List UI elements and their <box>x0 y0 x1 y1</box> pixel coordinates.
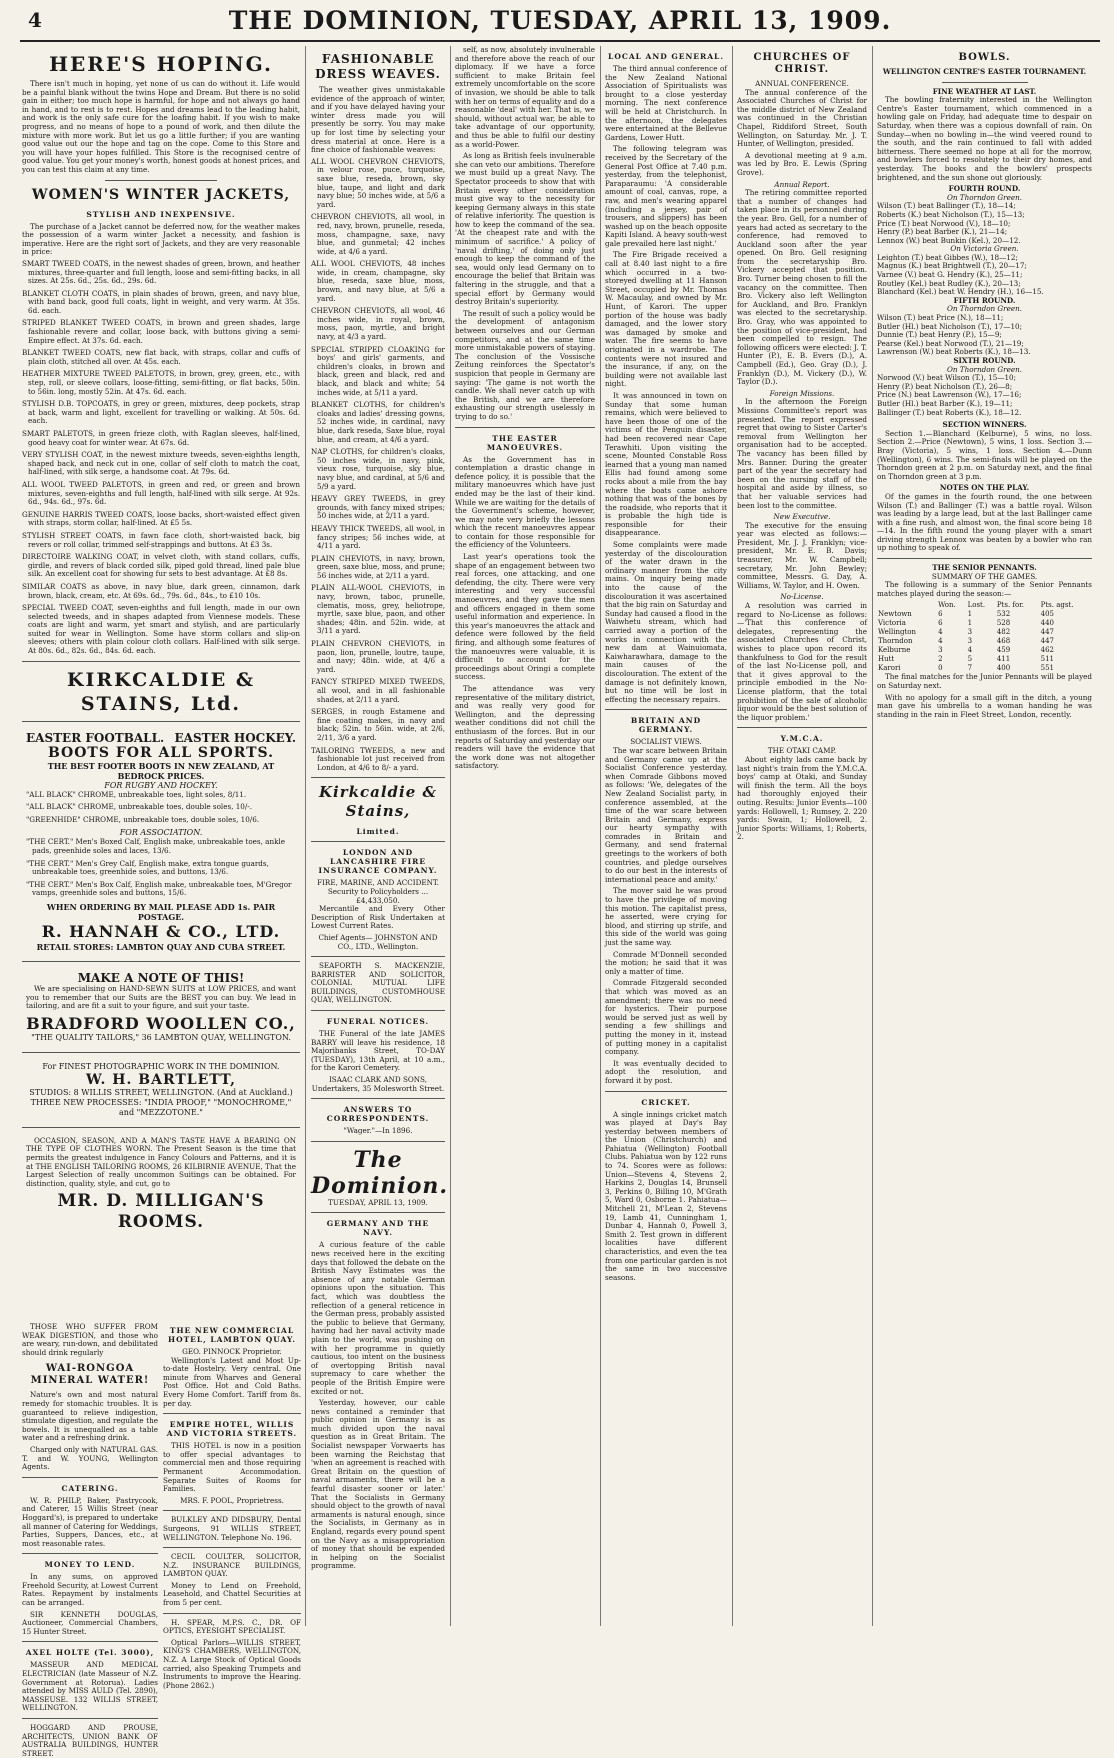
divider <box>605 709 727 710</box>
divider <box>22 661 300 662</box>
round-green: On Thorndon Green. <box>946 304 1023 314</box>
coulter-text: Money to Lend on Freehold, Leasehold, and Chattel Securities at from 5 per cent. <box>163 1580 301 1608</box>
table-cell: Victoria <box>878 619 906 628</box>
fashion-list <box>311 158 445 773</box>
easter-manoeuvres-heading: THE EASTER MANOEUVRES. <box>486 433 564 452</box>
wai-charged: Charged only with NATURAL GAS. T. and W. YOUNG, Wellington Agents. <box>22 1444 158 1472</box>
divider <box>22 1127 300 1128</box>
bartlett-address: STUDIOS: 8 WILLIS STREET, WELLINGTON. (And at Auckland.) <box>29 1087 293 1097</box>
divider <box>163 1510 301 1511</box>
table-cell: 4 <box>967 646 973 655</box>
fashion-item: TAILORING TWEEDS, a new and fashionable lot just received from London, at 4/6 to 8/- a yard. <box>311 745 445 772</box>
bradford-name: BRADFORD WOOLLEN CO., <box>26 1013 296 1033</box>
catering-text: W. R. PHILP, Baker, Pastrycook, and Caterer, 15 Willis Street (near Hoggard's), is prepared to undertake all manner of Catering for Weddings, Parties, Suppers, Dances, etc., at most reasonable rates. <box>22 1495 159 1548</box>
local-paragraph: The following telegram was received by the Secretary of the General Post Office at 7.40 p.m. yesterday, from the telephonist, Paraparaumu: 'A considerable amount of coal, canvas, rope, a raw, and men's wearing apparel (including a jersey, pair of trousers, and slippers) has been washed up on the beach opposite Kapiti Island. A heavy south-west gale prevailed here last night.' <box>605 144 727 248</box>
divider <box>605 1091 727 1092</box>
hannah-name: R. HANNAH & CO., LTD. <box>41 922 281 941</box>
round-block <box>877 185 1092 245</box>
column-6 <box>737 46 867 1626</box>
local-paragraph: The third annual conference of the New Zealand National Association of Spiritualists was brought to a close yesterday morning. The next conference will be held at Christchurch. In the afternoon, the delegates were entertained at the Bellevue Gardens, Lower Hutt. <box>605 64 727 142</box>
answers-text: "Wager."—In 1896. <box>343 1126 413 1136</box>
boot-item: "THE CERT." Men's Box Calf, English make, unbreakable toes, M'Gregor vamps, greenhide soles and buttons, 15/6. <box>26 879 292 898</box>
table-cell: 6 <box>938 610 943 619</box>
commercial-hotel-ad <box>163 1326 301 1408</box>
easter-paragraph: Last year's operations took the shape of an engagement between two real forces, one attacking, and one defending, the city. There were very interesting and very successful manoeuvres, and they gave the men and officers engaged in them some useful information and experience. In this year's manoeuvres the attack and defence were followed by the field firing, and although some features of the manoeuvres were valuable, it is difficult to account for the proceedings about Oringi a complete success. <box>455 552 595 682</box>
fashion-item: FANCY STRIPED MIXED TWEEDS, all wool, and in all fashionable shades, at 2/11 a yard. <box>311 677 445 704</box>
kirkcaldie-logo: Kirkcaldie & Stains, <box>318 783 438 821</box>
table-cell: 4 <box>938 637 943 646</box>
table-cell: 462 <box>1040 646 1055 655</box>
jacket-item: HEATHER MIXTURE TWEED PALETOTS, in brown, grey, green, etc., with step, roll, or sleeve collars, loose-fitting, semi-fitting, or flat backs, 50in. to 56in. long, mostly 52in. At 47s. 6d. each. <box>22 369 300 396</box>
britain-paragraph: Comrade M'Donnell seconded the motion; he said that it was only a matter of time. <box>605 949 727 976</box>
milligan-ad <box>22 1133 300 1238</box>
divider <box>311 956 445 957</box>
fashion-item: PLAIN CHEVIOTS, in navy, brown, green, saxe blue, moss, and prune; 56 inches wide, at 2/11 a yard. <box>311 553 445 580</box>
table-cell: 400 <box>996 664 1011 673</box>
column-1-lower-ads-right <box>163 1320 301 1690</box>
section-winners-heading: SECTION WINNERS. <box>942 420 1027 430</box>
round-title: FOURTH ROUND. <box>948 184 1021 194</box>
ymca-heading: Y.M.C.A. <box>780 734 824 744</box>
round-title: FIFTH ROUND. <box>953 295 1016 305</box>
round-result: Lennox (W.) beat Bunkin (Kel.), 20—12. <box>877 235 1021 245</box>
table-header-cell: Pts. agst. <box>1040 601 1074 610</box>
senior-pennants-heading: THE SENIOR PENNANTS. <box>932 563 1037 573</box>
coulter-name: CECIL COULTER, SOLICITOR, N.Z. INSURANCE BUILDINGS, LAMBTON QUAY. <box>163 1552 301 1579</box>
insurance-name: LONDON AND LANCASHIRE FIRE INSURANCE COMPANY. <box>318 848 438 876</box>
column-1-lower-ads <box>22 1320 159 1758</box>
table-row <box>877 637 1092 646</box>
boots-association: FOR ASSOCIATION. <box>119 828 203 838</box>
kirkcaldie-banner: KIRKCALDIE & STAINS, Ltd. <box>66 668 256 715</box>
money-name: SIR KENNETH DOUGLAS, Auctioneer, Commercial Chambers, 15 Hunter Street. <box>22 1609 158 1636</box>
divider <box>877 558 1092 559</box>
new-executive-text: The executive for the ensuing year was elected as follows:—President, Mr. J. J. Franklyn; vice-president, Mr. E. B. Davis; treasurer, Mr. W. Campbell; secretary, Mr. John Bewley; committee, Messrs. G. Day, A. Williams, W. Taylor, and H. Owen. <box>737 520 867 590</box>
divider <box>455 427 595 428</box>
divider <box>22 1641 158 1642</box>
mackenzie-text: SEAFORTH S. MACKENZIE, BARRISTER AND SOLICITOR, COLONIAL MUTUAL LIFE BUILDINGS, CUSTOMHOUSE QUAY, WELLINGTON. <box>311 961 445 1005</box>
boots-ad <box>22 727 300 956</box>
commercial-text: Wellington's Latest and Most Up-to-date Hostelry. Very central. One minute from Wharves and General Post Office. Hot and Cold Baths. Every Home Comfort. Tariff from 8s. per day. <box>163 1355 301 1408</box>
table-row <box>877 619 1092 628</box>
spear-text: Optical Parlors—WILLIS STREET, KING'S CHAMBERS, WELLINGTON, N.Z. A Large Stock of Optical Goods carried, also Speaking Trumpets and Instruments to improve the Hearing. (Phone 2862.) <box>163 1637 301 1690</box>
insurance-text: Mercantile and Every Other Description of Risk Undertaken at Lowest Current Rates. <box>311 904 445 931</box>
jacket-item: SIMILAR COATS as above, in navy blue, dark green, cinnamon, dark brown, black, cream, etc. At 69s. 6d., 79s. 6d., 84s., to £10 10s. <box>22 581 300 600</box>
table-cell: 6 <box>938 619 943 628</box>
section-winners-text: Section 1.—Blanchard (Kelburne), 5 wins, no loss. Section 2.—Price (Newtown), 5 wins, 1 loss. Section 3.—Bray (Victoria), 5 wins, 1 loss. Section 4.—Dunn (Wellington), 6 wins. The semi-finals will be played on the Thorndon green at 2 p.m. on Saturday next, and the final on Thorndon green at 3 p.m. <box>877 428 1092 481</box>
insurance-sub: FIRE, MARINE, AND ACCIDENT. <box>317 878 439 888</box>
table-row <box>877 628 1092 637</box>
bowls-subheading: WELLINGTON CENTRE'S EASTER TOURNAMENT. <box>882 67 1087 76</box>
column-5 <box>605 46 727 1626</box>
easter-paragraph: As the Government has in contemplation a drastic change in defence policy, it is possible that the military manoeuvres which have just ended may be the last of their kind. While we are waiting for the details of the Government's scheme, however, we may note very briefly the lessons which the recent manoeuvres appear to contain for those responsible for the efficiency of the Volunteers. <box>455 454 595 550</box>
divider <box>105 180 216 181</box>
divider <box>311 777 445 778</box>
commercial-proprietor: GEO. PINNOCK Proprietor. <box>182 1347 282 1356</box>
bartlett-ad <box>22 1058 300 1122</box>
masseur-ad <box>22 1648 158 1713</box>
fashion-item: PLAIN CHEVRON CHEVIOTS, in paon, lion, prunelle, loutre, taupe, and navy; 48in. wide, at 4/6 a yard. <box>311 639 445 674</box>
divider <box>311 1010 445 1011</box>
divider <box>942 82 1028 83</box>
jacket-item: SPECIAL TWEED COAT, seven-eighths and full length, made in our own selected tweeds, and in shapes adapted from Viennese models. These coats are light and warm, yet smart and stylish, and are particularly suited for wear in Wellington. Some have storm collars and slip-on sleeves; others with plain colour cloth collars. Half-lined with silk serge. At 80s. 6d., 82s. 6d., 84s. 6d. each. <box>22 603 300 656</box>
divider <box>737 727 867 728</box>
masseur-text: MASSEUR AND MEDICAL ELECTRICIAN (late Masseur of N.Z. Government at Rotorua). Ladies attended by MISS AULD (Tel. 2890), MASSEUSE. 132 WILLIS STREET, WELLINGTON. <box>22 1660 158 1713</box>
round-result: Ballinger (T.) beat Roberts (K.), 18—12. <box>877 407 1022 417</box>
jacket-item: GENUINE HARRIS TWEED COATS, loose backs, short-waisted effect given with straps, storm collar, half-lined. At £5 5s. <box>22 509 300 528</box>
bulkley-text: BULKLEY AND DIDSBURY, Dental Surgeons, 91 WILLIS STREET, WELLINGTON. Telephone No. 196. <box>163 1515 301 1542</box>
jackets-intro: The purchase of a Jacket cannot be deferred now, for the weather makes the possession of a warm winter Jacket a necessity, and fashion is imperative. Here are the right sort of Jackets, and they are very reasonable in price: <box>22 221 300 257</box>
table-cell: 2 <box>938 655 943 664</box>
column-1 <box>22 46 300 1316</box>
round-result: Norwood (V.) beat Wilson (T.), 15—10; <box>877 373 1017 383</box>
germany-heading: GERMANY AND THE NAVY. <box>326 1219 430 1238</box>
britain-paragraph: The war scare between Britain and Germany came up at the Socialist Conference yesterday, when Comrade Gibbons moved as follows: 'We, delegates of the New Zealand Socialist party, in conference assembled, at the time of the war scare between Britain and Germany, express our hearty sympathy with comrades in Britain and Germany, and send fraternal greetings to the workers of both countries, and pledge ourselves to do our best in the interests of international peace and amity.' <box>605 745 727 884</box>
wai-rongoa-ad <box>22 1323 158 1472</box>
table-header-cell <box>877 601 937 610</box>
germany-paragraph: A curious feature of the cable news received here in the exciting days that followed the debate on the British Navy Estimates was the absence of any notable German opinions upon the situation. This fact, which was doubtless the reflection of a general reticence in the German press, probably assisted the public to believe that Germany, having had her naval activity made plain to the world, was pushing on with her programme in quietly cautious, too intent on the business of overtopping British naval supremacy to care whether the people of the British Empire were excited or not. <box>311 1240 445 1396</box>
britain-paragraph: It was eventually decided to adopt the resolution, and forward it by post. <box>605 1058 727 1085</box>
otaki-heading: THE OTAKI CAMP. <box>767 746 837 756</box>
summary-heading: SUMMARY OF THE GAMES. <box>931 571 1038 581</box>
fashion-item: PLAIN ALL-WOOL CHEVIOTS, in navy, brown, taboc, prunelle, clematis, moss, grey, heliotrope, myrtle, saxe blue, paon, and other shades; 48in. and 52in. wide, at 3/11 a yard. <box>311 583 445 636</box>
final-text: With no apology for a small gift in the ditch, a young man gave his umbrella to a woman handing he was standing in the rain in Fleet Street, London, recently. <box>877 692 1092 719</box>
hoping-text: There isn't much in hoping, yet none of us can do without it. Life would be a painful blank without the twins Hope and Dream. But there is no solid gain in either; too much hope is harmful, for hope and not always go hand in hand, and to rest is to rest. Hopes and dreams lead to the leading habit, and work is the only safe cure for the loafing habit. If you wish to make progress, and no means of hope to a pound of work, and then dilute the mixture with more work. But let us go a little further; if you are wanting good value out our the hope and tag on the cope. Come to this Store and you will have your hopes fulfilled. This Store is the recognised centre of good value. You get your money's worth, honest goods at honest prices, and you can test this claim at any time. <box>22 79 300 174</box>
empire-hotel-ad <box>163 1420 301 1505</box>
table-cell: 447 <box>1040 628 1055 637</box>
editorial-paragraph: self, as now, absolutely invulnerable and therefore above the reach of our diplomacy. If we have a force sufficient to make Britain feel extremely uncomfortable on the score of invasion, we should be able to talk with her on terms of equality and do a reasonable 'deal' with her. That is, we should, without actual war, be able to take advantage of our opportunity, and thus be able to fulfil our destiny as a world-Power. <box>455 45 595 149</box>
paper-title: The Dominion. <box>311 1146 449 1199</box>
table-cell: Karori <box>878 664 901 673</box>
bartlett-name: W. H. BARTLETT, <box>86 1071 236 1088</box>
otaki-text: About eighty lads came back by last night's train from the Y.M.C.A. boys' camp at Otaki, and Sunday will finish the term. All the boys had thoroughly enjoyed their outing. Results: Junior Events—100 yards: Hollowell, 1; Rumsey, 2. 220 yards: Swain, 1; Hollowell, 2. Junior Sports: Williams, 1; Roberts, 2. <box>737 754 867 842</box>
divider <box>163 1613 301 1614</box>
divider <box>22 721 300 722</box>
table-cell: 511 <box>1040 655 1055 664</box>
annual-report-text: The retiring committee reported that a number of changes had taken place in its personnel during the year. Bro. Gell, for a number of years had acted as secretary to the conference, had removed to Auckland soon after the year opened. On Bro. Gell resigning from the secretaryship Bro. Vickery accepted that position. Bro. Turner being chosen to fill the vacancy on the committee. Then Bro. Vickery also left Wellington for Auckland, and Bro. Franklyn was elected to the secretaryship. Bro. Gray, who was appointed to the position of vice-president, had been compelled to resign. The following officers were elected: J. T. Hunter (P.), E. B. Evers (D.), A. Campbell (Ed.), Geo. Gray (D.), J. Franklyn (D.), M. Vickery (D.), W. Taylor (D.). <box>737 188 867 387</box>
foreign-missions-text: In the afternoon the Foreign Missions Committee's report was presented. The report expressed regret that owing to Sister Carter's removal from Wellington her organisation had to be accepted. The vacancy has been filled by Mrs. Banner. During the greater part of the year the secretary had been on the nursing staff of the hospital and aside by illness, so that her valuable services had been lost to the committee. <box>737 397 867 510</box>
column-rule <box>450 46 451 1626</box>
fashion-item: SERGES, in rough Estamene and fine coating makes, in navy and black; 52in. to 56in. wide, at 2/6, 2/11, 3/6 a yard. <box>311 707 445 742</box>
table-cell: 440 <box>1040 619 1055 628</box>
round-result: Butler (Hl.) beat Barber (K.), 19—11; <box>877 398 1013 408</box>
heading-heres-hoping: HERE'S HOPING. <box>49 52 273 76</box>
round-block <box>877 245 1092 297</box>
page-number: 4 <box>28 8 42 32</box>
divider <box>311 1098 445 1099</box>
kirkcaldie-limited: Limited. <box>356 827 400 837</box>
heading-fashionable-weaves: FASHIONABLE DRESS WEAVES. <box>315 52 441 81</box>
divider <box>311 1141 445 1142</box>
milligan-intro: OCCASION, SEASON, AND A MAN'S TASTE HAVE A BEARING ON THE TYPE OF CLOTHES WORN. The Present Season is the time that permits the greatest indulgence in Fancy Colours and Patterns, and it is at THE ENGLISH TAILORING ROOMS, 26 KILBIRNIE AVENUE, That the Largest Selection of really uncommon Suitings can be obtained. For distinction, quality, style, and cut, go to <box>26 1135 296 1188</box>
photo-intro: For FINEST PHOTOGRAPHIC WORK IN THE DOMINION. <box>42 1061 280 1071</box>
column-7 <box>877 46 1092 1626</box>
bowls-heading: BOWLS. <box>958 52 1011 63</box>
jacket-item: DIRECTOIRE WALKING COAT, in velvet cloth, with stand collars, cuffs, girdle, and revers of black corded silk, piped gold thread, lined pale blue silk. An excellent coat for showing fur sets to best advantage. At £8 8s. <box>22 552 300 579</box>
round-result: Wilson (T.) beat Ballinger (T.), 18—14; <box>877 201 1016 211</box>
divider <box>22 1477 158 1478</box>
notes-text: Of the games in the fourth round, the one between Wilson (T.) and Ballinger (T.) was a battle royal. Wilson was leading by a large lead, but at the last Ballinger came with a fine rush, and almost won, the final score being 18—14. In the fifth round the young player with a smart driving strength Lennox was beaten by a bowler who ran up nothing to speak of. <box>877 491 1092 553</box>
catering-heading: CATERING. <box>61 1483 119 1493</box>
milligan-name: MR. D. MILLIGAN'S ROOMS. <box>57 1191 265 1233</box>
catering-ad <box>22 1484 158 1549</box>
britain-paragraph: Comrade Fitzgerald seconded that which was moved as an amendment; there was no need for hysterics. Their purpose would be served just as well by sending a few shillings and putting the money in it, instead of putting money in a capitalist company. <box>605 978 727 1057</box>
paper-date: TUESDAY, APRIL 13, 1909. <box>328 1197 428 1207</box>
churches-paragraph: A devotional meeting at 9 a.m. was led by Bro. E. Lewis (Spring Grove). <box>737 150 867 177</box>
spear-name: H. SPEAR, M.P.S. C., DR. OF OPTICS, EYESIGHT SPECIALIST. <box>163 1617 301 1636</box>
table-header-row <box>877 601 1092 610</box>
local-paragraph: Some complaints were made yesterday of the discolouration of the water drawn in the ordinary manner from the city mains. On inquiry being made into the cause of the discolouration it was ascertained that the big rain on Saturday and Sunday had caused a flood in the Waiwhetu stream, which had carried away a portion of the works in connection with the new dam at Wainuiomata, Kaiwharawhara, damage to the main causes of the discolouration. The extent of the damage is not definitely known, but no time will be lost in effecting the necessary repairs. <box>605 540 727 704</box>
table-cell: Thorndon <box>878 637 913 646</box>
editorial-paragraph: The result of such a policy would be the development of antagonism between ourselves and our German competitors, and at the same time more unmistakable powers of staying. The conclusion of the Vossische Zeitung reinforces the Spectator's suspicion that people in Germany are saying: 'The game is not worth the candle. We shall never catch up with the British, and we are therefore exhausting our strength uselessly in trying to do so.' <box>455 308 595 421</box>
table-cell: 0 <box>938 664 943 673</box>
column-rule <box>305 46 306 1626</box>
jacket-list <box>22 260 300 656</box>
jacket-item: SMART PALETOTS, in green frieze cloth, with Raglan sleeves, half-lined, good heavy coat for winter wear. At 67s. 6d. <box>22 429 300 447</box>
commercial-heading: THE NEW COMMERCIAL HOTEL, LAMBTON QUAY. <box>167 1326 296 1344</box>
jacket-item: SMART TWEED COATS, in the newest shades of green, brown, and heather mixtures, three-quarter and full length, loose and semi-fitting backs, in all sizes. At 25s. 6d., 25s. 6d., 29s. 6d. <box>22 258 300 286</box>
boot-item: "ALL BLACK" CHROME, unbreakable toes, double soles, 10/-. <box>26 802 253 812</box>
round-block <box>877 357 1092 417</box>
easter-football: EASTER FOOTBALL. <box>26 730 165 745</box>
round-result: Magnus (K.) beat Brightwell (T.), 20—17; <box>877 261 1027 271</box>
table-cell: 551 <box>1040 664 1055 673</box>
mail-order-note: WHEN ORDERING BY MAIL PLEASE ADD 1s. PAIR POSTAGE. <box>46 902 276 922</box>
churches-subheading: ANNUAL CONFERENCE. <box>755 79 849 88</box>
round-result: Varnee (V.) beat G. Hendry (K.), 25—11; <box>877 270 1023 280</box>
column-rule <box>732 46 733 1626</box>
local-paragraph: It was announced in town on Sunday that some human remains, which were believed to have been those of one of the victims of the Penguin disaster, had been recovered near Cape Terawhiti. Upon visiting the scene, Mounted Constable Ross learned that a young man named Ellis had found among some rocks about a mile from the bay where the boats came ashore nothing that was of the bones by the roadside, who reports that it is probable the high tide is responsible for their disappearance. <box>605 390 727 538</box>
table-cell: 4 <box>938 628 943 637</box>
table-cell: 405 <box>1040 610 1055 619</box>
wai-intro: THOSE WHO SUFFER FROM WEAK DIGESTION, and those who are weary, run-down, and debilitated should drink regularly <box>22 1322 158 1357</box>
column-3 <box>311 46 449 1626</box>
round-result: Dunnie (T.) beat Henry (P.), 15—9; <box>877 330 1002 340</box>
wai-name: WAI-RONGOA MINERAL WATER! <box>30 1363 150 1387</box>
round-result: Pearse (Kel.) beat Norwood (T.), 21—19; <box>877 338 1024 348</box>
empire-text: THIS HOTEL is now in a position to offer special advantages to commercial men and those requiring Permanent Accommodation. Separate Suites of Rooms for Families. <box>163 1441 301 1494</box>
table-cell: 411 <box>996 655 1011 664</box>
boots-subheading: THE BEST FOOTER BOOTS IN NEW ZEALAND, AT BEDROCK PRICES. <box>47 760 275 781</box>
easter-hockey: EASTER HOCKEY. <box>174 730 296 745</box>
boot-item: "THE CERT." Men's Grey Calf, English make, extra tongue guards, unbreakable toes, greenhide soles, and buttons, 13/6. <box>26 858 269 877</box>
table-header-cell: Won. <box>938 601 956 610</box>
round-green: On Victoria Green. <box>950 244 1019 254</box>
boots-rugby: FOR RUGBY AND HOCKEY. <box>104 780 218 790</box>
insurance-agents: Chief Agents— JOHNSTON AND CO., LTD., Wellington. <box>318 932 438 951</box>
table-cell: 459 <box>996 646 1011 655</box>
fashion-item: ALL WOOL CHEVRON CHEVIOTS, in velour rose, puce, turquoise, saxe blue, reseda, brown, sky blue, taupe, and light and dark navy blue; 50 inches wide, at 5/6 a yard. <box>311 156 445 209</box>
hannah-address: RETAIL STORES: LAMBTON QUAY AND CUBA STREET. <box>36 942 286 952</box>
divider <box>22 961 300 962</box>
boots-heading: BOOTS FOR ALL SPORTS. <box>47 744 275 761</box>
divider <box>311 841 445 842</box>
money-text: In any sums, on approved Freehold Security, at Lowest Current Rates. Repayment by instalments can be arranged. <box>22 1572 158 1608</box>
money-ad <box>22 1560 158 1636</box>
round-result: Price (N.) beat Lawrenson (W.), 17—16; <box>877 390 1022 400</box>
column-rule <box>600 46 601 1626</box>
no-license-heading: No-License. <box>780 592 824 602</box>
fashion-item: HEAVY GREY TWEEDS, in grey grounds, with fancy mixed stripes; 50 inches wide, at 2/11 a yard. <box>311 494 445 521</box>
table-cell: Hutt <box>878 655 895 664</box>
round-result: Henry (P.) beat Barber (K.), 21—14; <box>877 227 1008 237</box>
fine-weather-heading: FINE WEATHER AT LAST. <box>932 86 1037 96</box>
bartlett-processes: THREE NEW PROCESSES: "INDIA PROOF," "MONOCHROME," and "MEZZOTONE." <box>30 1097 292 1117</box>
funeral-undertakers: ISAAC CLARK AND SONS, Undertakers, 35 Molesworth Street. <box>311 1075 445 1093</box>
boot-item: "ALL BLACK" CHROME, unbreakable toes, light soles, 8/11. <box>26 789 247 799</box>
round-result: Price (T.) beat Norwood (V.), 18—10; <box>877 218 1011 228</box>
boot-item: "GREENHIDE" CHROME, unbreakable toes, double soles, 10/6. <box>26 814 260 824</box>
round-result: Blanchard (Kel.) beat W. Hendry (H.), 16—15. <box>877 287 1044 297</box>
round-result: Leighton (T.) beat Gibbes (W.), 18—12; <box>877 252 1018 262</box>
table-cell: 7 <box>967 664 973 673</box>
easter-paragraph: The attendance was very representative of the military district, and was really very good for Wellington, and the depressing weather conditions did not chill the enthusiasm of the forces. But in our reports of Saturday and yesterday our readers will have the evidence that the work done was not altogether satisfactory. <box>455 683 595 771</box>
new-executive-heading: New Executive. <box>773 512 831 522</box>
hoggard-text: HOGGARD AND PROUSE, ARCHITECTS, UNION BANK OF AUSTRALIA BUILDINGS, HUNTER STREET. <box>22 1723 158 1758</box>
britain-germany-heading: BRITAIN AND GERMANY. <box>630 716 702 735</box>
round-title: SIXTH ROUND. <box>953 356 1016 365</box>
cricket-text: A single innings cricket match was played at Day's Bay yesterday between members of the Union (Christchurch) and Pahiatua (Wellington) Football Clubs. Pahiatua won by 122 runs to 74. Scores were as follows: Union—Stevens 4, Stevens 2, Harkins 2, Douglas 14, Brunsell 3, Perkins 0, Billing 10, M'Grath 5, Ward 0, Osborne 1. Pahiatua—Mitchell 21, M'Lean 2, Stevens 19, Lamb 41, Cunningham 1, Dunbar 4, Hannah 0, Powell 3, Smith 2. Test grown in different localities have different characteristics, and even the tea from one particular garden is not the same in two successive seasons. <box>605 1109 727 1282</box>
table-cell: 3 <box>938 646 943 655</box>
divider <box>22 1052 300 1053</box>
divider <box>22 1718 158 1719</box>
round-green: On Thorndon Green. <box>946 192 1023 202</box>
cricket-heading: CRICKET. <box>641 1097 691 1107</box>
round-result: Henry (P.) beat Nicholson (T.), 26—8; <box>877 381 1013 391</box>
round-green: On Thorndon Green. <box>946 364 1023 374</box>
table-cell: 5 <box>967 655 973 664</box>
foreign-missions-heading: Foreign Missions. <box>769 388 835 398</box>
funeral-heading: FUNERAL NOTICES. <box>326 1017 430 1027</box>
round-result: Lawrenson (W.) beat Roberts (K.), 18—13. <box>877 347 1031 357</box>
churches-paragraph: The annual conference of the Associated Churches of Christ for the middle district of New Zealand was continued in the Christian Chapel, Riddiford Street, South Wellington, on Saturday. Mr. J. T. Hunter, of Wellington, presided. <box>737 87 867 149</box>
column-4 <box>455 46 595 1626</box>
insurance-security: Security to Policyholders ... £4,433,050. <box>327 886 429 905</box>
fashion-item: SPECIAL STRIPED CLOAKING for boys' and girls' garments, and children's cloaks, in brown and black, green and black, red and black, and black and white; 54 inches wide, at 5/11 a yard. <box>311 344 445 397</box>
table-row <box>877 610 1092 619</box>
table-cell: Kelburne <box>878 646 911 655</box>
round-result: Butler (Hl.) beat Nicholson (T.), 17—10; <box>877 321 1023 331</box>
table-cell: 1 <box>967 610 973 619</box>
jacket-item: STYLISH STREET COATS, in fawn face cloth, short-waisted back, big revers or roll collar, trimmed self-strappings and buttons. At £3 3s. <box>22 530 300 549</box>
fine-weather-text: The bowling fraternity interested in the Wellington Centre's Easter tournament, which commenced in a howling gale on Friday, had adequate time to despair on Saturday, when there was a copious downfall of rain. On Sunday—when no bowling in—the wind veered round to the south, and the rain continued to fall with added bitterness. There seemed no hope at all for the morrow, and bowlers forced to resolutely to their dry homes, and yesterday. The books and the bowlers' prospects brightened, and the sun shone out gloriously. <box>877 95 1092 182</box>
table-cell: 532 <box>996 610 1011 619</box>
masthead <box>20 6 1100 42</box>
jacket-item: STRIPED BLANKET TWEED COATS, in brown and green shades, large fashionable revere and collar, loose back, with buttons giving a semi-Empire effect. At 37s. 6d. each. <box>22 318 300 345</box>
column-rule <box>872 46 873 1626</box>
summary-note: The final matches for the Junior Pennants will be played on Saturday next. <box>877 672 1092 691</box>
masthead-title: THE DOMINION, TUESDAY, APRIL 13, 1909. <box>228 6 892 35</box>
answers-heading: ANSWERS TO CORRESPONDENTS. <box>326 1105 430 1124</box>
table-cell: Wellington <box>878 628 917 637</box>
jacket-item: ALL WOOL TWEED PALETOTS, in green and red, or green and brown mixtures, seven-eighths and full length, half-lined with silk serge. At 92s. 6d., 94s. 6d., 97s. 6d. <box>22 479 300 507</box>
funeral-text: THE Funeral of the late JAMES BARRY will leave his residence, 18 Majoribanks Street, TO-DAY (TUESDAY), 13th April, at 10 a.m., for the Karori Cemetery. <box>311 1029 445 1073</box>
britain-paragraph: The mover said he was proud to have the privilege of moving this motion. The capitalist press, he asserted, were crying for blood, and stirring up strife, and this side of the world was going just the same way. <box>605 886 727 947</box>
round-result: Wilson (T.) beat Price (N.), 18—11; <box>877 313 1004 323</box>
jackets-subheading: STYLISH AND INEXPENSIVE. <box>86 209 236 219</box>
money-heading: MONEY TO LEND. <box>44 1560 136 1570</box>
bradford-sub: "THE QUALITY TAILORS," 36 LAMBTON QUAY, WELLINGTON. <box>31 1032 291 1042</box>
fashion-item: CHEVRON CHEVIOTS, all wool, in red, navy, brown, prunelle, reseda, moss, champagne, saxe, navy blue, and gunmetal; 42 inches wide, at 4/6 a yard. <box>311 212 445 256</box>
fashion-item: CHEVRON CHEVIOTS, all wool, 46 inches wide, in royal, brown, moss, paon, myrtle, and bright navy, at 4/3 a yard. <box>311 306 445 342</box>
round-result: Roberts (K.) beat Nicholson (T.), 15—13; <box>877 209 1025 219</box>
jacket-item: BLANKET CLOTH COATS, in plain shades of brown, green, and navy blue, with band back, good full coats, light in weight, and very warm. At 35s. 6d. each. <box>22 288 300 315</box>
heading-womens-jackets: WOMEN'S WINTER JACKETS, <box>31 186 291 203</box>
fashion-intro: The weather gives unmistakable evidence of the approach of winter, and if you have delayed having your winter dress made you will presently be sorry. You may make up for lost time by selecting your dress material at once. Here is a fine choice of fashionable weaves: <box>311 85 445 155</box>
local-paragraph: The Fire Brigade received a call at 8.40 last night to a fire which occurred in a two-storeyed dwelling at 11 Hanson Street, occupied by Mr. Thomas W. Macaulay, and owned by Mr. Hunt, of Karori. The upper portion of the house was badly damaged, and the lower story was damaged by smoke and water. The fire seems to have originated in a wardrobe. The contents were not insured and the insurance, if any, on the building were not available last night. <box>605 250 727 389</box>
note-text: We are specialising on HAND-SEWN SUITS at LOW PRICES, and want you to remember that our Suits are the BEST you can buy. We lead in tailoring, and are fit a suit to your figure, and suit your taste. <box>26 984 296 1011</box>
pennants-table <box>877 601 1092 673</box>
table-row <box>877 646 1092 655</box>
fashion-item: BLANKET CLOTHS, for children's cloaks and ladies' dressing gowns, 52 inches wide, in cardinal, navy blue, dark reseda, Saxe blue, royal blue, and cream, at 4/6 a yard. <box>311 400 445 444</box>
empire-heading: EMPIRE HOTEL, WILLIS AND VICTORIA STREETS. <box>166 1420 298 1439</box>
table-cell: 528 <box>996 619 1011 628</box>
no-license-text: A resolution was carried in regard to No-License as follows:—'That this conference of delegates, representing the associated Churches of Christ, wishes to place upon record its thankfulness to God for the result of the last No-License poll, and that it gives approval to the principle embodied in the No-License platform, that the total prohibition of the sale of alcoholic liquor would be the best solution of the liquor problem.' <box>737 601 867 722</box>
local-general-heading: LOCAL AND GENERAL. <box>608 52 724 61</box>
table-header-cell: Lost. <box>967 601 986 610</box>
jacket-item: BLANKET TWEED COATS, new flat back, with straps, collar and cuffs of plain cloth, stitched all over. At 45s. each. <box>22 348 300 366</box>
table-cell: 447 <box>1040 637 1055 646</box>
table-cell: 482 <box>996 628 1011 637</box>
summary-intro: The following is a summary of the Senior Pennants matches played during the season:— <box>877 580 1092 598</box>
table-header-cell: Pts. for. <box>996 601 1025 610</box>
annual-report-heading: Annual Report. <box>774 179 830 189</box>
note-heading: MAKE A NOTE OF THIS! <box>77 971 245 985</box>
table-row <box>877 655 1092 664</box>
table-cell: 1 <box>967 619 973 628</box>
germany-paragraph: Yesterday, however, our cable news contained a reminder that public opinion in Germany is as much divided upon the naval question as in Great Britain. The Socialist newspaper Vorwaerts has been warning the Reichstag that 'when an agreement is reached with Great Britain on the question of naval armaments, there will be a fearful disaster sooner or later.' That the Socialists in Germany should object to the growth of naval armaments is natural enough, since the Socialists, in Germany as in England, regards every pound spent on the Navy as a misappropriation of money that should be expended in helping on the Socialist programme. <box>311 1398 445 1571</box>
empire-proprietor: MRS. F. POOL, Proprietress. <box>180 1495 284 1505</box>
jacket-item: VERY STYLISH COAT, in the newest mixture tweeds, seven-eighths length, shaped back, and neck cut in one, collar of self cloth to match the coat, half-lined, with silk serge, a handsome coat. At 79s. 6d. <box>22 450 300 477</box>
britain-subheading: SOCIALIST VIEWS. <box>630 737 702 747</box>
divider <box>311 1212 445 1213</box>
round-block <box>877 297 1092 357</box>
bradford-ad <box>22 967 300 1047</box>
masseur-name: AXEL HOLTE (Tel. 3000), <box>25 1648 155 1658</box>
table-cell: 3 <box>967 637 973 646</box>
churches-heading: CHURCHES OF CHRIST. <box>753 52 851 75</box>
table-cell: 468 <box>996 637 1011 646</box>
wai-text: Nature's own and most natural remedy for stomachic troubles. It is guaranteed to relieve indigestion, stimulate digestion, and regulate the bowels. It is unequalled as a table water and a refreshing drink. <box>22 1390 158 1443</box>
fashion-item: ALL WOOL CHEVIOTS, 48 inches wide, in cream, champagne, sky blue, reseda, saxe blue, moss, brown, and navy blue, at 5/6 a yard. <box>311 259 445 303</box>
notes-heading: NOTES ON THE PLAY. <box>939 483 1030 493</box>
round-result: Routley (Kel.) beat Rudley (K.), 20—13; <box>877 278 1021 288</box>
divider <box>163 1547 301 1548</box>
jacket-item: STYLISH D.B. TOPCOATS, in grey or green, mixtures, deep pockets, strap at back, warm and light, excellent for travelling or walking. At 50s. 6d. each. <box>22 399 300 426</box>
table-cell: Newtown <box>878 610 912 619</box>
divider <box>163 1413 301 1414</box>
divider <box>22 1553 158 1554</box>
fashion-item: HEAVY THICK TWEEDS, all wool, in fancy stripes; 56 inches wide, at 4/11 a yard. <box>311 523 445 551</box>
boot-item: "THE CERT." Men's Boxed Calf, English make, unbreakable toes, ankle pads, greenhide soles and laces, 13/6. <box>26 837 286 856</box>
fashion-item: NAP CLOTHS, for children's cloaks, 50 inches wide, in navy, pink, vieux rose, turquoise, sky blue, navy blue, and cardinal, at 5/6 and 5/9 a yard. <box>311 447 445 491</box>
table-cell: 3 <box>967 628 973 637</box>
editorial-paragraph: As long as British feels invulnerable she can veto our ambitions. Therefore we must build up a great Navy. The Spectator proceeds to show that with Britain every other consideration must give way to the necessity for keeping Germany always in this state of relative inferiority. The question is how to keep the command of the sea. 'At the cheapest rate and with the minimum of sacrifice.' A policy of 'naval drifting,' of doing only just enough to keep the command of the sea, would only lead Germany on to encourage the belief that Britain was faltering in the struggle, and that a special effort by Germany would destroy Britain's superiority. <box>455 151 595 307</box>
